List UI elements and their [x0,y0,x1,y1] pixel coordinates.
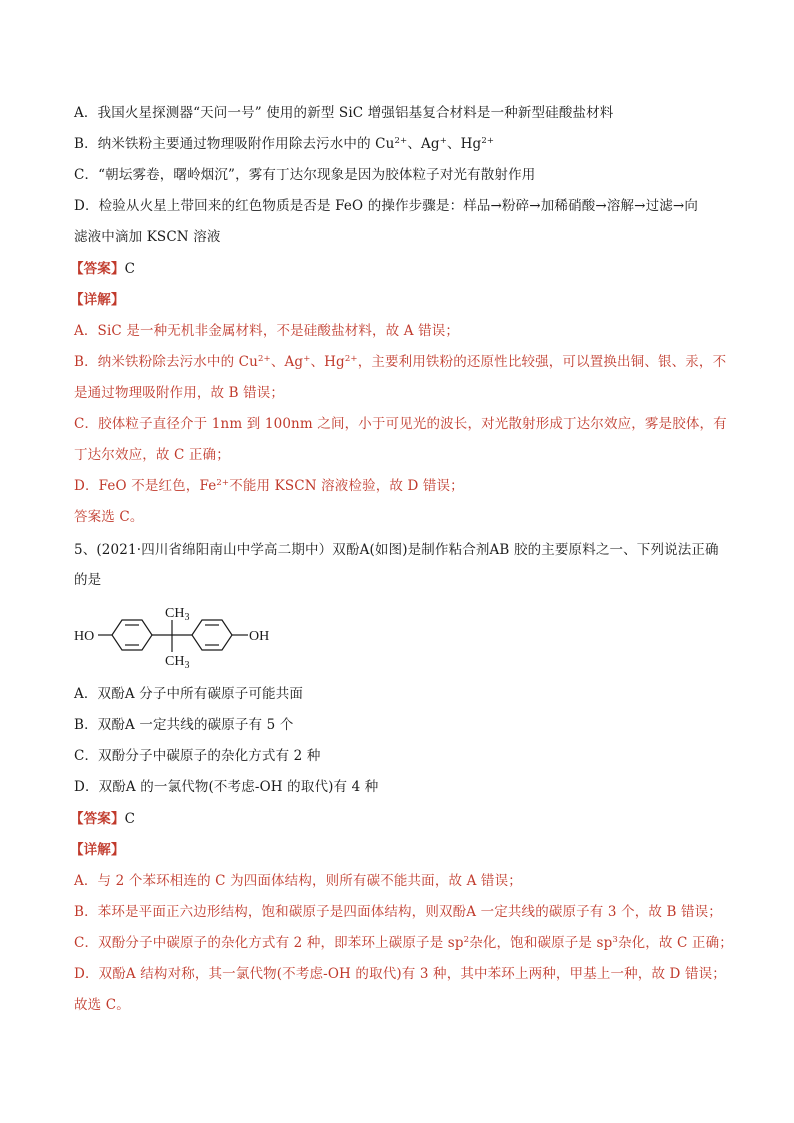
q4-detail-b-line1 [74,353,726,371]
q4-detail-b-text: 、Ag [270,354,304,370]
ho-group-label: HO [74,629,95,644]
q5-detail-c-text: 杂化，饱和碳原子是 sp [469,935,613,951]
q5-detail-d: D．双酚A 结构对称，其一氯代物(不考虑-OH 的取代)有 3 种，其中苯环上两种，甲基上一种，故 D 错误； [74,966,726,982]
superscript: 2 [463,935,470,945]
q5-option-c: C．双酚分子中碳原子的杂化方式有 2 种 [74,748,321,764]
q4-option-b-text: B．纳米铁粉主要通过物理吸附作用除去污水中的 Cu [74,136,395,152]
q4-detail-b-text: 、Hg [310,354,345,370]
subscript: 3 [184,660,190,671]
q5-stem-line1: 5、(2021·四川省绵阳南山中学高二期中）双酚A(如图)是制作粘合剂AB 胶的主要原料之一、下列说法正确 [74,542,719,558]
q5-conclusion: 故选 C。 [74,997,130,1013]
answer-value: C [124,261,136,277]
superscript: + [439,136,447,146]
q4-conclusion: 答案选 C。 [74,509,144,525]
q4-detail-b-text: ，主要利用铁粉的还原性比较强，可以置换出铜、银、汞，不 [357,354,727,370]
q5-detail-c-text: 杂化，故 C 正确； [617,935,733,951]
q5-detail-c-text: C．双酚分子中碳原子的杂化方式有 2 种，即苯环上碳原子是 sp [74,935,464,951]
q5-option-d: D．双酚A 的一氯代物(不考虑-OH 的取代)有 4 种 [74,779,379,795]
subscript: 3 [184,612,190,623]
superscript: 2+ [344,354,358,364]
oh-group-label: OH [249,629,270,644]
q5-detail-c [74,934,733,952]
q5-option-a: A．双酚A 分子中所有碳原子可能共面 [74,686,303,702]
methyl-top-label [165,606,189,623]
q4-option-d-line1: D．检验从火星上带回来的红色物质是否是 FeO 的操作步骤是：样品→粉碎→加稀硝酸→溶解→过滤→向 [74,198,698,214]
q4-detail-d-text: 不能用 KSCN 溶液检验，故 D 错误； [229,478,464,494]
methyl-text: CH [165,654,185,669]
answer-label: 【答案】 [70,811,125,827]
q4-option-c: C．“朝坛雾卷，曙岭烟沉”，雾有丁达尔现象是因为胶体粒子对光有散射作用 [74,167,536,183]
superscript: + [303,354,311,364]
q5-stem-line2: 的是 [74,572,102,588]
q4-detail-c-line1: C．胶体粒子直径介于 1nm 到 100nm 之间，小于可见光的波长，对光散射形成丁达尔效应，雾是胶体，有 [74,416,727,432]
double-bond [116,624,123,635]
q4-detail-b-line2: 是通过物理吸附作用，故 B 错误； [74,385,285,401]
q5-detail-a: A．与 2 个苯环相连的 C 为四面体结构，则所有碳不能共面，故 A 错误； [74,873,522,889]
q4-option-b-text: 、Hg [446,136,482,152]
q4-detail-d-text: D．FeO 不是红色，Fe [74,478,217,494]
bisphenol-a-structure [72,600,282,672]
superscript: 2+ [258,354,271,364]
answer-value: C [124,811,136,827]
methyl-text: CH [165,606,185,621]
q4-option-b [74,135,494,153]
q4-detail-a: A．SiC 是一种无机非金属材料，不是硅酸盐材料，故 A 错误； [74,323,460,339]
methyl-bottom-label [165,654,189,671]
superscript: 3 [612,935,618,945]
q5-detail-label: 【详解】 [70,842,125,858]
q5-detail-b: B．苯环是平面正六边形结构，饱和碳原子是四面体结构，则双酚A 一定共线的碳原子有 3 个，故 B 错误； [74,904,722,920]
q4-option-d-line2: 滤液中滴加 KSCN 溶液 [74,229,221,245]
superscript: 2+ [481,136,495,146]
q4-detail-label: 【详解】 [70,292,125,308]
q4-option-a: A．我国火星探测器“天问一号” 使用的新型 SiC 增强铝基复合材料是一种新型硅酸盐材料 [74,105,614,121]
answer-label: 【答案】 [70,261,125,277]
q4-option-b-text: 、Ag [407,136,440,152]
superscript: 2+ [394,136,408,146]
q4-detail-c-line2: 丁达尔效应，故 C 正确； [74,447,230,463]
superscript: 2+ [216,478,230,488]
q4-detail-b-text: B．纳米铁粉除去污水中的 Cu [74,354,258,370]
q4-answer [70,260,135,278]
q5-option-b: B．双酚A 一定共线的碳原子有 5 个 [74,717,294,733]
q5-answer [70,810,135,828]
q4-detail-d [74,477,464,495]
